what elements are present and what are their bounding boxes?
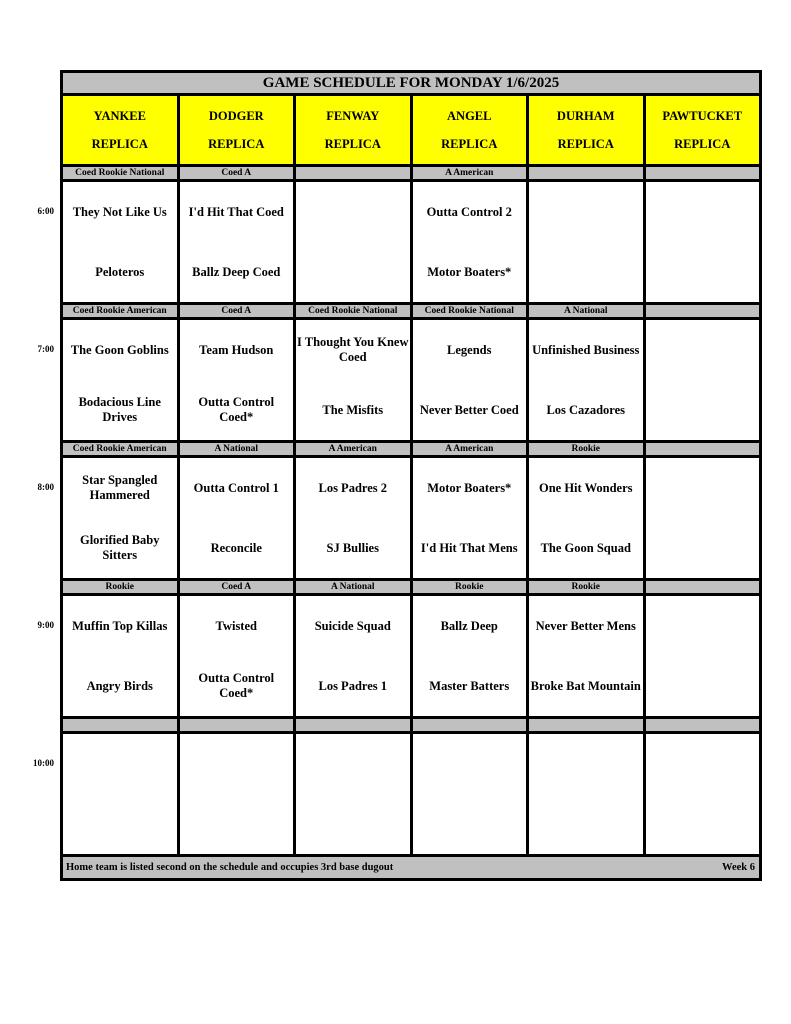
home-team (646, 656, 760, 716)
field-header-fenway (296, 96, 410, 164)
home-team (646, 794, 760, 854)
field-name: ANGEL (447, 108, 492, 123)
field-header-angel (413, 96, 527, 164)
game-cell (63, 182, 177, 302)
division-label: A National (529, 305, 643, 317)
away-team: Unfinished Business (532, 342, 640, 357)
home-team: Glorified Baby Sitters (79, 533, 160, 562)
home-team: Los Cazadores (546, 402, 626, 417)
game-cell (296, 734, 410, 854)
away-team (529, 182, 643, 242)
division-label (646, 719, 760, 731)
away-team: I'd Hit That Coed (188, 204, 284, 219)
field-header-dodger (180, 96, 294, 164)
home-team: Angry Birds (86, 678, 153, 693)
home-team: Reconcile (210, 540, 262, 555)
home-team: Motor Boaters* (427, 264, 512, 279)
away-team (646, 320, 760, 380)
home-team: I'd Hit That Mens (420, 540, 518, 555)
away-team: One Hit Wonders (538, 480, 633, 495)
field-type: REPLICA (441, 136, 498, 151)
away-team: Team Hudson (199, 342, 274, 357)
field-name: DODGER (208, 108, 264, 123)
division-label: Coed Rookie National (63, 167, 177, 179)
home-team (63, 794, 177, 854)
home-team (529, 794, 643, 854)
away-team: I Thought You Knew Coed (297, 335, 409, 364)
away-team: Ballz Deep (440, 618, 498, 633)
division-label (646, 167, 760, 179)
home-team: Peloteros (95, 264, 145, 279)
field-header-pawtucket (646, 96, 760, 164)
away-team: Los Padres 2 (318, 480, 388, 495)
home-team (296, 794, 410, 854)
division-label: Coed A (180, 581, 294, 593)
home-team: The Misfits (322, 402, 384, 417)
division-label: Rookie (529, 581, 643, 593)
away-team: The Goon Goblins (70, 342, 169, 357)
division-band-row (63, 443, 759, 455)
time-label-10: 10:00 (33, 758, 54, 768)
field-header-yankee (63, 96, 177, 164)
home-team: Broke Bat Mountain (530, 678, 641, 693)
game-cell (63, 734, 177, 854)
home-team: Los Padres 1 (318, 678, 388, 693)
footer-row (63, 857, 759, 878)
division-label: A American (413, 167, 527, 179)
division-label: Rookie (529, 443, 643, 455)
time-label-8: 8:00 (37, 482, 54, 492)
away-team: Outta Control 1 (193, 480, 279, 495)
away-team (180, 734, 294, 794)
away-team: Twisted (215, 618, 257, 633)
page-title: GAME SCHEDULE FOR MONDAY 1/6/2025 (63, 73, 759, 93)
game-cell (63, 320, 177, 440)
division-label: Rookie (63, 581, 177, 593)
division-band-row (63, 581, 759, 593)
game-cell (529, 182, 643, 302)
away-team (63, 734, 177, 794)
home-team (296, 242, 410, 302)
division-label: Rookie (413, 581, 527, 593)
division-label (529, 719, 643, 731)
division-label: A American (413, 443, 527, 455)
game-row (63, 734, 759, 854)
division-label: Coed Rookie National (413, 305, 527, 317)
time-label-9: 9:00 (37, 620, 54, 630)
away-team: Legends (447, 342, 492, 357)
division-label (529, 167, 643, 179)
away-team: Outta Control 2 (426, 204, 512, 219)
footer-note: Home team is listed second on the schedule and occupies 3rd base dugout (66, 862, 394, 873)
game-cell (646, 182, 760, 302)
field-type: REPLICA (91, 136, 148, 151)
game-cell (413, 182, 527, 302)
division-label: Coed Rookie National (296, 305, 410, 317)
game-cell (63, 596, 177, 716)
division-label: A National (180, 443, 294, 455)
game-cell (63, 458, 177, 578)
game-cell (529, 596, 643, 716)
game-cell (296, 320, 410, 440)
field-type: REPLICA (208, 136, 265, 151)
away-team: Never Better Mens (535, 618, 636, 633)
field-type: REPLICA (674, 136, 731, 151)
field-name: DURHAM (556, 108, 615, 123)
game-cell (413, 596, 527, 716)
game-cell (180, 320, 294, 440)
away-team: Star Spangled Hammered (82, 473, 158, 502)
home-team: SJ Bullies (326, 540, 379, 555)
game-cell (413, 320, 527, 440)
home-team (646, 518, 760, 578)
division-label: Coed Rookie American (63, 305, 177, 317)
game-cell (180, 182, 294, 302)
away-team (296, 182, 410, 242)
division-label (296, 167, 410, 179)
away-team (529, 734, 643, 794)
home-team (529, 242, 643, 302)
field-name: YANKEE (93, 108, 146, 123)
home-team: Bodacious Line Drives (78, 395, 161, 424)
game-cell (646, 596, 760, 716)
home-team (646, 380, 760, 440)
home-team: Never Better Coed (419, 402, 519, 417)
home-team: The Goon Squad (540, 540, 631, 555)
division-label: Coed Rookie American (63, 443, 177, 455)
field-type: REPLICA (557, 136, 614, 151)
game-cell (646, 320, 760, 440)
division-label (296, 719, 410, 731)
field-name: PAWTUCKET (662, 108, 743, 123)
game-cell (180, 734, 294, 854)
game-cell (413, 734, 527, 854)
away-team: Suicide Squad (314, 618, 391, 633)
division-band-row (63, 719, 759, 731)
game-cell (529, 320, 643, 440)
away-team (413, 734, 527, 794)
game-cell (180, 458, 294, 578)
schedule-table (60, 70, 762, 881)
game-cell (529, 458, 643, 578)
game-cell (413, 458, 527, 578)
division-label (646, 581, 760, 593)
home-team: Ballz Deep Coed (192, 264, 281, 279)
field-name: FENWAY (326, 108, 380, 123)
away-team: They Not Like Us (72, 204, 167, 219)
game-cell (529, 734, 643, 854)
division-label (646, 305, 760, 317)
division-label: A National (296, 581, 410, 593)
home-team: Outta Control Coed* (198, 395, 275, 424)
division-label: A American (296, 443, 410, 455)
division-label (63, 719, 177, 731)
division-label: Coed A (180, 305, 294, 317)
division-band-row (63, 167, 759, 179)
time-label-6: 6:00 (37, 206, 54, 216)
away-team (296, 734, 410, 794)
game-row (63, 458, 759, 578)
home-team (646, 242, 760, 302)
away-team: Muffin Top Killas (72, 618, 168, 633)
time-label-7: 7:00 (37, 344, 54, 354)
game-cell (646, 734, 760, 854)
game-cell (296, 182, 410, 302)
away-team: Motor Boaters* (427, 480, 512, 495)
home-team (180, 794, 294, 854)
away-team (646, 182, 760, 242)
game-row (63, 182, 759, 302)
away-team (646, 458, 760, 518)
game-cell (296, 458, 410, 578)
game-cell (296, 596, 410, 716)
field-type: REPLICA (324, 136, 381, 151)
schedule-body (63, 167, 759, 854)
away-team (646, 734, 760, 794)
game-row (63, 320, 759, 440)
game-cell (646, 458, 760, 578)
home-team: Master Batters (429, 678, 510, 693)
home-team (413, 794, 527, 854)
week-badge: Week 6 (722, 862, 755, 873)
home-team: Outta Control Coed* (198, 671, 275, 700)
away-team (646, 596, 760, 656)
field-header-row (63, 96, 759, 164)
game-cell (180, 596, 294, 716)
division-band-row (63, 305, 759, 317)
division-label (413, 719, 527, 731)
division-label (646, 443, 760, 455)
game-row (63, 596, 759, 716)
division-label: Coed A (180, 167, 294, 179)
division-label (180, 719, 294, 731)
field-header-durham (529, 96, 643, 164)
